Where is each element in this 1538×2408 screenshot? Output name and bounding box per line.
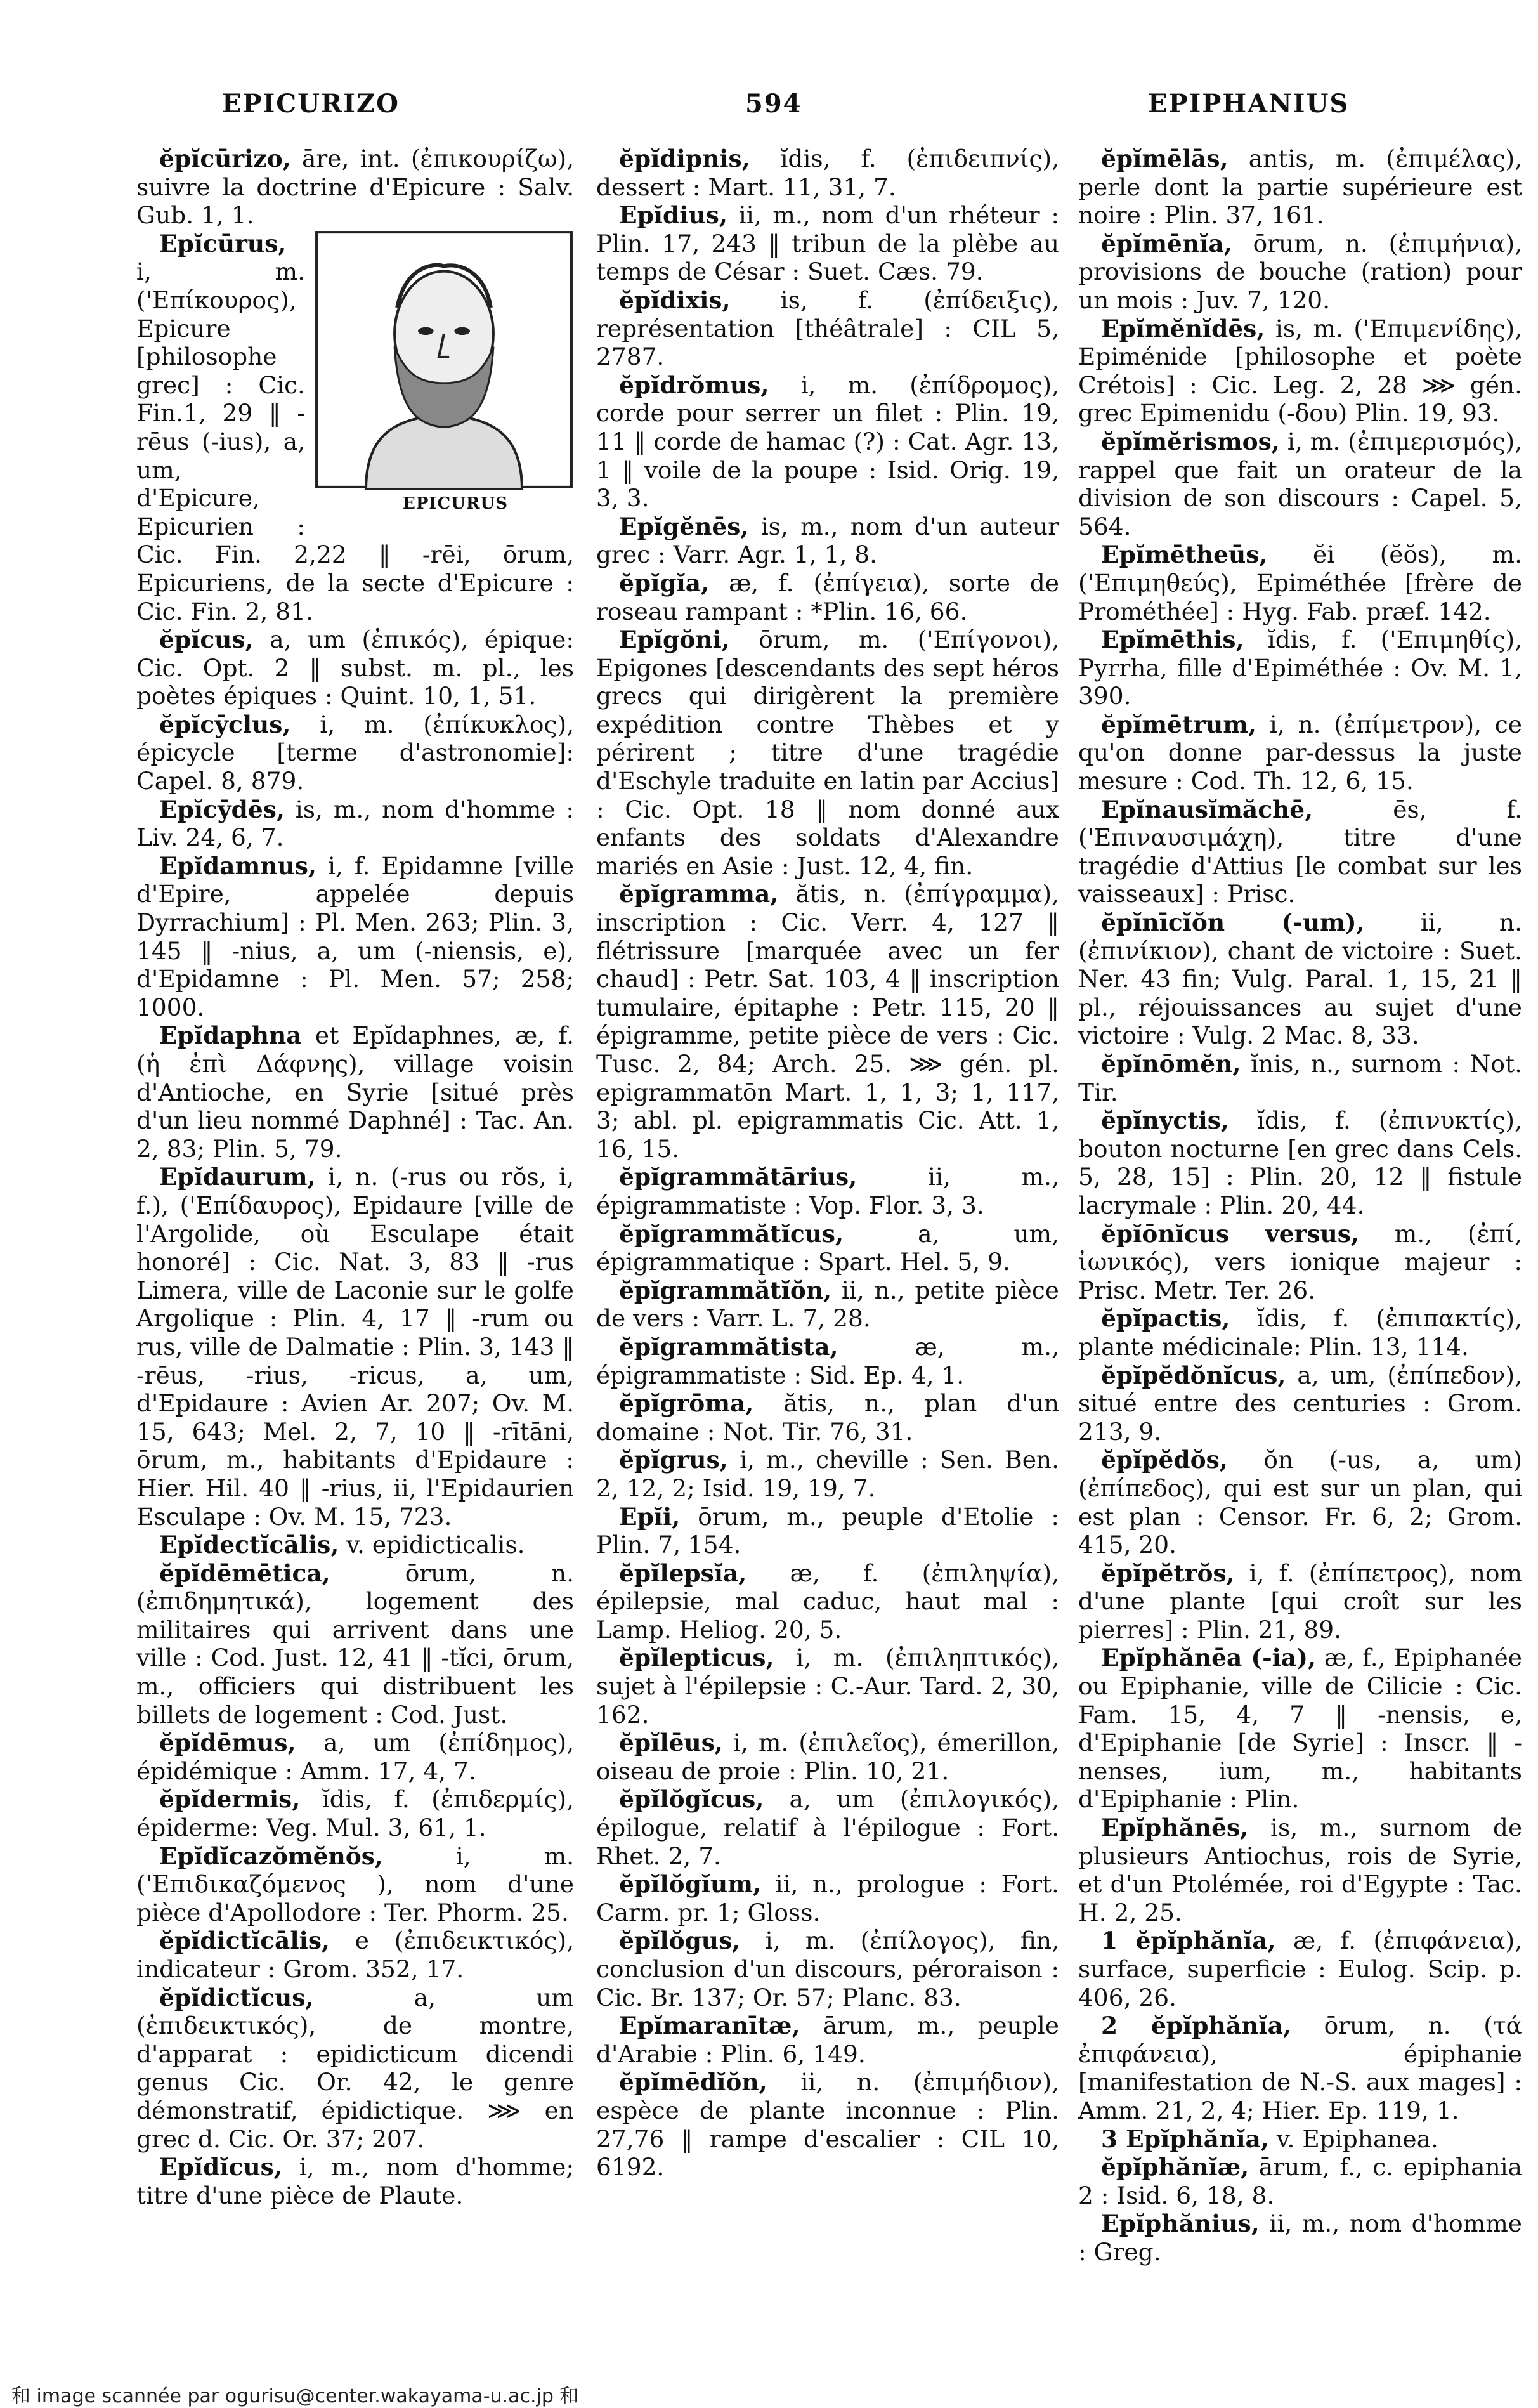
dictionary-entry <box>136 1531 574 1559</box>
definition: i, m. (ἐπίκυκλος), épicycle [terme d'astronomie]: Capel. 8, 879. <box>136 710 575 795</box>
dictionary-entry <box>1078 2153 1522 2209</box>
headword: ĕpĭgrammătĭcus, <box>619 1219 844 1248</box>
definition: i, n. (ἐπίμετρον), ce qu'on donne par-dessus la juste mesure : Cod. Th. 12, 6, 15. <box>1078 710 1522 795</box>
dictionary-entry <box>136 1163 574 1531</box>
dictionary-entry <box>596 1333 1059 1389</box>
definition: ii, n., prologue : Fort. Carm. pr. 1; Gloss. <box>596 1870 1060 1927</box>
definition: is, f. (ἐπίδειξις), représentation [théâtrale] : CIL 5, 2787. <box>596 285 1059 371</box>
dictionary-entry <box>1078 908 1522 1050</box>
headword: Epĭmaranītæ, <box>619 2012 800 2040</box>
headword: Epĭdectĭcālis, <box>159 1531 339 1559</box>
headword: ĕpĭpactis, <box>1101 1304 1230 1333</box>
dictionary-entry <box>1078 2209 1522 2266</box>
dictionary-entry <box>1078 1559 1522 1644</box>
headword: ĕpĭdipnis, <box>619 145 750 173</box>
headword: ĕpĭgramma, <box>619 880 779 908</box>
definition: ĕi (ĕŏs), m. ('Επιμηθεύς), Epiméthée [frère de Prométhée] : Hyg. Fab. præf. 142. <box>1078 540 1523 625</box>
definition: ĭnis, n., surnom : Not. Tir. <box>1078 1050 1522 1106</box>
headword: ĕpĭnyctis, <box>1101 1106 1229 1135</box>
headword: Epĭdaphna <box>159 1021 302 1050</box>
bust-illustration <box>314 230 574 490</box>
headword: ĕpĭdermis, <box>159 1785 301 1814</box>
headword: ĕpĭpĕtrŏs, <box>1101 1559 1235 1587</box>
dictionary-entry <box>136 710 574 795</box>
definition: i, m. (ἐπίλογος), fin, conclusion d'un discours, péroraison : Cic. Br. 137; Or. 57; Planc. 83. <box>596 1927 1059 2012</box>
headword: Epĭdaurum, <box>159 1163 316 1191</box>
headword: ĕpĭphănĭæ, <box>1101 2153 1249 2182</box>
headword: Epĭmētheūs, <box>1101 540 1268 569</box>
definition: i, m.('Επιδικαζόμενος ), nom d'une pièce d'Apollodore : Ter. Phorm. 25. <box>136 1842 574 1927</box>
dictionary-entry <box>1078 1304 1522 1361</box>
dictionary-entry <box>596 1503 1059 1559</box>
headword: ĕpĭlŏgĭcus, <box>619 1785 764 1814</box>
dictionary-entry <box>136 1729 574 1785</box>
dictionary-entry <box>596 1559 1059 1644</box>
headword: ĕpĭdēmus, <box>159 1729 296 1757</box>
definition: æ, f. (ἐπιληψία), épilepsie, mal caduc, haut mal : Lamp. Heliog. 20, 5. <box>596 1559 1060 1644</box>
running-head-left: EPICURIZO <box>222 89 400 119</box>
dictionary-entry <box>136 2153 574 2209</box>
dictionary-entry <box>596 371 1059 513</box>
definition: a, um (ἐπιδεικτικός), de montre, d'apparat : epidicticum dicendi genus Cic. Or. 42, le genre démonstratif, épidictique. ⋙ en grec d. Cic. Or. 37; 207. <box>136 1983 574 2153</box>
headword: Epĭmĕnĭdēs, <box>1101 314 1265 343</box>
headword: ĕpĭcȳclus, <box>159 710 291 738</box>
dictionary-entry <box>136 1927 574 1983</box>
headword: ĕpĭdēmētica, <box>159 1559 330 1587</box>
dictionary-entry <box>596 513 1059 569</box>
definition: æ, f., Epiphanée ou Epiphanie, ville de Cilicie : Cic. Fam. 15, 4, 7 ‖ -nensis, e, d'Epiphanie [de Syrie] : Inscr. ‖ -nenses, ium, m., habitants d'Epiphanie : Plin. <box>1078 1644 1522 1814</box>
dictionary-entry <box>136 852 574 1022</box>
headword: ĕpĭgĭa, <box>619 568 710 597</box>
dictionary-entry <box>596 1389 1059 1446</box>
headword: ĕpĭlepticus, <box>619 1644 774 1672</box>
dictionary-entry <box>136 625 574 710</box>
dictionary-entry <box>596 1870 1059 1927</box>
headword: Epĭdius, <box>619 201 727 230</box>
headword: ĕpĭpĕdŏs, <box>1101 1446 1228 1474</box>
definition: is, m., surnom de plusieurs Antiochus, rois de Syrie, et d'un Ptolémée, roi d'Egypte : Tac. H. 2, 25. <box>1078 1814 1523 1927</box>
definition: i, f. (ἐπίπετρος), nom d'une plante [qui croît sur les pierres] : Plin. 21, 89. <box>1078 1559 1522 1644</box>
definition: e (ἐπιδεικτικός), indicateur : Grom. 352, 17. <box>136 1927 574 1983</box>
headword: Epĭmēthis, <box>1101 625 1244 654</box>
headword: Epĭgŏni, <box>619 625 730 654</box>
definition: ĭdis, f. (ἐπιδειπνίς), dessert : Mart. 11, 31, 7. <box>596 145 1060 201</box>
dictionary-entry <box>136 1842 574 1927</box>
dictionary-entry <box>1078 795 1522 908</box>
dictionary-entry <box>596 1446 1059 1502</box>
definition: ōrum, n. (τά ἐπιφάνεια), épiphanie [manifestation de N.-S. aux mages] : Amm. 21, 2, 4; Hier. Ep. 119, 1. <box>1078 2012 1523 2124</box>
dictionary-entry <box>596 1276 1059 1333</box>
definition: ōrum, n. (ἐπιμήνια), provisions de bouche (ration) pour un mois : Juv. 7, 120. <box>1078 229 1522 314</box>
dictionary-entry <box>1078 2125 1522 2154</box>
definition: antis, m. (ἐπιμέλας), perle dont la partie supérieure est noire : Plin. 37, 161. <box>1078 145 1522 230</box>
dictionary-entry <box>1078 1446 1522 1559</box>
definition: a, um, (ἐπίπεδον), situé entre des centuries : Grom. 213, 9. <box>1078 1361 1522 1446</box>
dictionary-entry <box>1078 1927 1522 2012</box>
dictionary-entry <box>596 286 1059 371</box>
headword: ĕpĭdictĭcus, <box>159 1983 314 2012</box>
headword: ĕpĭlepsĭa, <box>619 1559 747 1587</box>
headword: Epĭcūrus, <box>159 229 287 258</box>
definition: i, f. Epidamne [ville d'Epire, appelée depuis Dyrrachium] : Pl. Men. 263; Plin. 3, 145 ‖ -nius, a, um (-niensis, e), d'Epidamne : Pl. Men. 57; 258; 1000. <box>136 851 575 1021</box>
definition: ōrum, m. ('Επίγονοι), Epigones [descendants des sept héros grecs qui dirigèrent la première expédition contre Thèbes et y périrent ; titre d'une tragédie d'Eschyle traduite en latin par Accius] : Cic. Opt. 18 ‖ nom donné aux enfants des soldats d'Alexandre mariés en Asie : Just. 12, 4, fin. <box>596 625 1060 880</box>
epicurus-portrait <box>314 230 574 513</box>
definition: ōrum, n. (ἐπιδημητικά), logement des militaires qui arrivent dans une ville : Cod. Just. 12, 41 ‖ -tĭci, ōrum, m., officiers qui distribuent les billets de logement : Cod. Just. <box>136 1559 574 1729</box>
headword: ĕpĭlēus, <box>619 1729 723 1757</box>
dictionary-entry <box>1078 428 1522 540</box>
headword: ĕpĭmĕrismos, <box>1101 427 1280 455</box>
dictionary-entry <box>1078 710 1522 795</box>
definition: ii, m., nom d'homme : Greg. <box>1078 2209 1523 2266</box>
headword: ĕpĭgrammătista, <box>619 1332 838 1361</box>
headword: Epĭcȳdēs, <box>159 795 285 823</box>
headword: ĕpĭdrŏmus, <box>619 370 769 399</box>
definition: ătis, n. (ἐπίγραμμα), inscription : Cic. Verr. 4, 127 ‖ flétrissure [marquée avec un fer chaud] : Petr. Sat. 103, 4 ‖ inscription tumulaire, épitaphe : Petr. 115, 20 ‖ épigramme, petite pièce de vers : Cic. Tusc. 2, 84; Arch. 25. ⋙ gén. pl. epigrammatōn Mart. 1, 1, 3; 1, 117, 3; abl. pl. epigrammatis Cic. Att. 1, 16, 15. <box>596 880 1060 1163</box>
headword: Epĭphănēs, <box>1101 1814 1249 1842</box>
definition: æ, m., épigrammatiste : Sid. Ep. 4, 1. <box>596 1332 1059 1389</box>
column-3 <box>1078 145 1522 2267</box>
page-number: 594 <box>745 89 802 119</box>
column-2 <box>596 145 1059 2182</box>
portrait-caption: EPICURUS <box>403 494 508 513</box>
dictionary-entry <box>1078 1814 1522 1927</box>
headword: ĕpĭmētrum, <box>1101 710 1256 738</box>
definition: is, m., nom d'un auteur grec : Varr. Agr. 1, 1, 8. <box>596 512 1060 569</box>
definition: ārum, f., c. epiphania 2 : Isid. 6, 18, 8. <box>1078 2153 1523 2209</box>
dictionary-entry <box>596 1927 1059 2012</box>
dictionary-entry <box>1078 230 1522 315</box>
column-1 <box>136 145 574 2209</box>
definition: i, m. (ἐπιμερισμός), rappel que fait un orateur de la division de son discours : Capel. 5, 564. <box>1078 427 1523 540</box>
dictionary-entry <box>596 880 1059 1163</box>
headword: ĕpĭmēnĭa, <box>1101 229 1232 258</box>
definition: ārum, m., peuple d'Arabie : Plin. 6, 149. <box>596 2012 1059 2068</box>
dictionary-entry <box>136 1021 574 1163</box>
dictionary-entry <box>1078 2012 1522 2124</box>
definition: ătis, n., plan d'un domaine : Not. Tir. 76, 31. <box>596 1389 1059 1446</box>
definition: ii, n. (ἐπιμήδιον), espèce de plante inconnue : Plin. 27,76 ‖ rampe d'escalier : CIL 10, 6192. <box>596 2068 1059 2182</box>
headword: Epĭdamnus, <box>159 851 316 880</box>
headword: Epĭphănius, <box>1101 2209 1260 2238</box>
dictionary-entry <box>1078 625 1522 710</box>
dictionary-entry <box>1078 145 1522 230</box>
headword: 3 Epĭphănĭa, <box>1101 2124 1269 2153</box>
definition: i, m. ('Επίκουρος), Epicure [philosophe grec] : Cic. Fin.1, 29 ‖ -rēus (-ius), a, um, d'Epicure, Epicurien : Cic. Fin. 2,22 ‖ -rēi, ōrum, Epicuriens, de la secte d'Epicure : Cic. Fin. 2, 81. <box>136 258 574 625</box>
dictionary-entry <box>596 2012 1059 2068</box>
definition: ŏn (-us, a, um) (ἐπίπεδος), qui est sur un plan, qui est plan : Censor. Fr. 6, 2; Grom. 415, 20. <box>1078 1446 1522 1559</box>
headword: ĕpĭcus, <box>159 625 254 654</box>
dictionary-entry <box>1078 1361 1522 1446</box>
dictionary-entry <box>136 1785 574 1842</box>
definition: a, um (ἐπιλογικός), épilogue, relatif à l'épilogue : Fort. Rhet. 2, 7. <box>596 1785 1059 1870</box>
definition: ĭdis, f. (ἐπινυκτίς), bouton nocturne [en grec dans Cels. 5, 28, 15] : Plin. 20, 12 ‖ fistule lacrymale : Plin. 20, 44. <box>1078 1106 1522 1219</box>
definition: æ, f. (ἐπίγεια), sorte de roseau rampant : *Plin. 16, 66. <box>596 568 1060 625</box>
definition: i, m. (ἐπιληπτικός), sujet à l'épilepsie : C.-Aur. Tard. 2, 30, 162. <box>596 1644 1060 1729</box>
dictionary-entry <box>596 1729 1059 1785</box>
dictionary-entry <box>1078 1050 1522 1106</box>
definition: is, m. ('Επιμενίδης), Epiménide [philosophe et poète Crétois] : Cic. Leg. 2, 28 ⋙ gén. grec Epimenidu (-δου) Plin. 19, 93. <box>1078 314 1522 428</box>
headword: ĕpĭnīcĭŏn (-um), <box>1101 908 1365 937</box>
definition: i, m. (ἐπιλεῖος), émerillon, oiseau de proie : Plin. 10, 21. <box>596 1729 1059 1785</box>
dictionary-entry <box>136 795 574 852</box>
definition: ĭdis, f. ('Επιμηθίς), Pyrrha, fille d'Epiméthée : Ov. M. 1, 390. <box>1078 625 1523 710</box>
headword: 1 ĕpĭphănĭa, <box>1101 1927 1276 1955</box>
headword: ĕpĭmēlās, <box>1101 145 1228 173</box>
headword: ĕpĭlŏgus, <box>619 1927 741 1955</box>
headword: ĕpĭnōmĕn, <box>1101 1050 1241 1078</box>
definition: ĭdis, f. (ἐπιδερμίς), épiderme: Veg. Mul. 3, 61, 1. <box>136 1785 575 1842</box>
dictionary-entry <box>596 1163 1059 1219</box>
dictionary-entry <box>596 1220 1059 1276</box>
dictionary-entry <box>1078 1644 1522 1814</box>
headword: ĕpĭdictĭcālis, <box>159 1927 330 1955</box>
headword: ĕpĭgrammătĭŏn, <box>619 1276 832 1304</box>
definition: āre, int. (ἐπικουρίζω), suivre la doctrine d'Epicure : Salv. Gub. 1, 1. <box>136 145 574 230</box>
headword: 2 ĕpĭphănĭa, <box>1101 2012 1291 2040</box>
headword: Epĭdĭcazŏmĕnŏs, <box>159 1842 383 1870</box>
dictionary-entry <box>136 145 574 230</box>
definition: a, um, épigrammatique : Spart. Hel. 5, 9. <box>596 1219 1059 1276</box>
dictionary-entry <box>596 625 1059 880</box>
dictionary-entry <box>596 1644 1059 1729</box>
running-head-right: EPIPHANIUS <box>1148 89 1350 119</box>
dictionary-entry <box>596 569 1059 625</box>
headword: ĕpĭdixis, <box>619 285 731 314</box>
definition: ēs, f. ('Επιναυσιμάχη), titre d'une tragédie d'Attius [le combat sur les vaisseaux] : Prisc. <box>1078 795 1522 908</box>
headword: ĕpĭmēdĭŏn, <box>619 2068 767 2097</box>
definition: i, m., cheville : Sen. Ben. 2, 12, 2; Isid. 19, 19, 7. <box>596 1446 1060 1502</box>
definition: is, m., nom d'homme : Liv. 24, 6, 7. <box>136 795 575 852</box>
headword: Epĭdĭcus, <box>159 2153 282 2182</box>
dictionary-entry <box>596 201 1059 286</box>
headword: ĕpĭgrus, <box>619 1446 728 1474</box>
scan-credit: 和 image scannée par ogurisu@center.wakayama-u.ac.jp 和 <box>11 2385 579 2407</box>
definition: ĭdis, f. (ἐπιπακτίς), plante médicinale: Plin. 13, 114. <box>1078 1304 1522 1361</box>
headword: ĕpĭgrōma, <box>619 1389 754 1418</box>
definition: a, um (ἐπικός), épique: Cic. Opt. 2 ‖ subst. m. pl., les poètes épiques : Quint. 10, 1, 51. <box>136 625 575 710</box>
headword: ĕpĭlŏgĭum, <box>619 1870 762 1899</box>
definition: i, n. (-rus ou rŏs, i, f.), ('Επίδαυρος), Epidaure [ville de l'Argolide, où Esculape était honoré] : Cic. Nat. 3, 83 ‖ -rus Limera, ville de Laconie sur le golfe Argolique : Plin. 4, 17 ‖ -rum ou rus, ville de Dalmatie : Plin. 3, 143 ‖ -rēus, -rius, -ricus, a, um, d'Epidaure : Avien Ar. 207; Ov. M. 15, 643; Mel. 2, 7, 10 ‖ -rītāni, ōrum, m., habitants d'Epidaure : Hier. Hil. 40 ‖ -rius, ii, l'Epidaurien Esculape : Ov. M. 15, 723. <box>136 1163 574 1531</box>
headword: Epĭgĕnēs, <box>619 512 749 540</box>
headword: Epĭphănēa (-ia), <box>1101 1644 1317 1672</box>
headword: Epĭi, <box>619 1502 681 1531</box>
headword: Epĭnausĭmăchē, <box>1101 795 1313 823</box>
definition: a, um (ἐπίδημος), épidémique : Amm. 17, 4, 7. <box>136 1729 575 1785</box>
dictionary-entry <box>1078 315 1522 428</box>
definition: ii, n., petite pièce de vers : Varr. L. 7, 28. <box>596 1276 1059 1333</box>
definition: ōrum, m., peuple d'Etolie : Plin. 7, 154. <box>596 1502 1060 1559</box>
definition: et Epĭdaphnes, æ, f. (ἡ ἐπὶ Δάφνης), village voisin d'Antioche, en Syrie [situé près d'un lieu nommé Daphné] : Tac. An. 2, 83; Plin. 5, 79. <box>136 1021 575 1163</box>
headword: ĕpĭcūrizo, <box>159 145 291 173</box>
dictionary-entry <box>596 1785 1059 1870</box>
headword: ĕpĭpĕdŏnĭcus, <box>1101 1361 1286 1389</box>
definition: æ, f. (ἐπιφάνεια), surface, superficie : Eulog. Scip. p. 406, 26. <box>1078 1927 1522 2012</box>
definition: v. Epiphanea. <box>1276 2124 1438 2153</box>
headword: ĕpĭgrammătārius, <box>619 1163 857 1191</box>
definition: v. epidicticalis. <box>346 1531 525 1559</box>
definition: ii, m., épigrammatiste : Vop. Flor. 3, 3. <box>596 1163 1059 1219</box>
definition: i, m., nom d'homme; titre d'une pièce de Plaute. <box>136 2153 574 2209</box>
definition: ii, n. (ἐπινίκιον), chant de victoire : Suet. Ner. 43 fin; Vulg. Paral. 1, 15, 21 ‖ pl., réjouissances au sujet d'une victoire : Vulg. 2 Mac. 8, 33. <box>1078 908 1523 1050</box>
dictionary-entry <box>1078 1220 1522 1305</box>
dictionary-entry <box>136 1984 574 2154</box>
dictionary-entry <box>596 2068 1059 2181</box>
definition: i, m. (ἐπίδρομος), corde pour serrer un filet : Plin. 19, 11 ‖ corde de hamac (?) : Cat. Agr. 13, 1 ‖ voile de la poupe : Isid. Orig. 19, 3, 3. <box>596 370 1059 513</box>
dictionary-entry <box>136 1559 574 1729</box>
dictionary-entry <box>1078 1106 1522 1219</box>
definition: m., (ἐπί, ἰωνικός), vers ionique majeur : Prisc. Metr. Ter. 26. <box>1078 1219 1522 1304</box>
headword: ĕpĭōnĭcus versus, <box>1101 1219 1359 1248</box>
dictionary-entry <box>136 230 574 625</box>
definition: ii, m., nom d'un rhéteur : Plin. 17, 243 ‖ tribun de la plèbe au temps de César : Suet. Cæs. 79. <box>596 201 1059 286</box>
dictionary-entry <box>596 145 1059 201</box>
dictionary-entry <box>1078 540 1522 625</box>
